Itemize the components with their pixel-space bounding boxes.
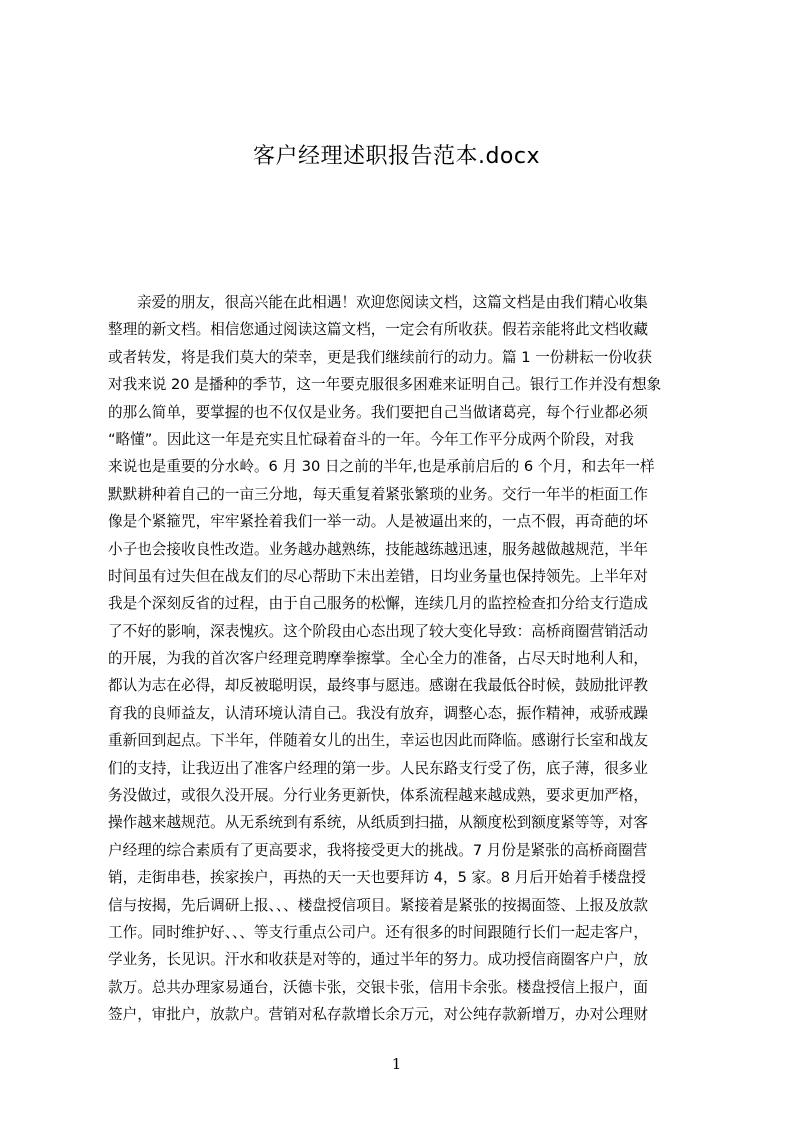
- body-line: “略懂”。因此这一年是充实且忙碌着奋斗的一年。今年工作平分成两个阶段，对我: [108, 430, 634, 448]
- body-line: 的那么简单，要掌握的也不仅仅是业务。我们要把自己当做诸葛亮，每个行业都必须: [108, 403, 648, 421]
- body-line: 育我的良师益友，认清环境认清自己。我没有放弃，调整心态，振作精神，戒骄戒躁: [108, 704, 648, 722]
- body-line: 默默耕种着自己的一亩三分地，每天重复着紧张繁琐的业务。交行一年半的柜面工作: [108, 485, 648, 503]
- body-line: 工作。同时维护好、、、等支行重点公司户。还有很多的时间跟随行长们一起走客户，: [108, 923, 648, 941]
- body-line: 我是个深刻反省的过程，由于自己服务的松懈，连续几月的监控检查扣分给支行造成: [108, 595, 648, 613]
- body-line: 整理的新文档。相信您通过阅读这篇文档，一定会有所收获。假若亲能将此文档收藏: [108, 321, 648, 339]
- document-body: [108, 289, 697, 1059]
- body-line: 签户，审批户，放款户。营销对私存款增长余万元，对公纯存款新增万，办对公理财: [108, 1006, 648, 1024]
- body-line: 们的支持，让我迈出了准客户经理的第一步。人民东路支行受了伤，底子薄，很多业: [108, 759, 648, 777]
- body-line: 的开展，为我的首次客户经理竞聘摩拳擦掌。全心全力的准备，占尽天时地利人和，: [108, 650, 648, 668]
- body-line: 亲爱的朋友，很高兴能在此相遇！欢迎您阅读文档，这篇文档是由我们精心收集: [137, 294, 648, 311]
- body-line: 操作越来越规范。从无系统到有系统，从纸质到扫描，从额度松到额度紧等等，对客: [108, 814, 648, 832]
- body-line: 或者转发，将是我们莫大的荣幸，更是我们继续前行的动力。篇 1 一份耕耘一份收获: [108, 348, 652, 366]
- page-number: 1: [391, 1055, 402, 1073]
- body-line: 学业务，长见识。汗水和收获是对等的，通过半年的努力。成功授信商圈客户户，放: [108, 951, 648, 969]
- body-line: 务没做过，或很久没开展。分行业务更新快，体系流程越来越成熟，要求更加严格，: [108, 787, 648, 805]
- body-line: 来说也是重要的分水岭。6 月 30 日之前的半年,也是承前启后的 6 个月，和去年一样: [108, 458, 655, 476]
- document-title: 客户经理述职报告范本.docx: [252, 144, 541, 169]
- body-line: 了不好的影响，深表愧疚。这个阶段由心态出现了较大变化导致：高桥商圈营销活动: [108, 622, 648, 640]
- body-line: 销，走街串巷，挨家挨户，再热的天一天也要拜访 4，5 家。8 月后开始着手楼盘授: [108, 869, 646, 887]
- body-line: 都认为志在必得，却反被聪明误，最终事与愿违。感谢在我最低谷时候，鼓励批评教: [108, 677, 648, 695]
- body-line: 重新回到起点。下半年，伴随着女儿的出生，幸运也因此而降临。感谢行长室和战友: [108, 732, 648, 750]
- body-line: 时间虽有过失但在战友们的尽心帮助下未出差错，日均业务量也保持领先。上半年对: [108, 567, 648, 585]
- body-line: 对我来说 20 是播种的季节，这一年要克服很多困难来证明自己。银行工作并没有想象: [108, 376, 662, 394]
- body-line: 像是个紧箍咒，牢牢紧拴着我们一举一动。人是被逼出来的，一点不假，再奇葩的坏: [108, 513, 648, 531]
- body-line: 户经理的综合素质有了更高要求，我将接受更大的挑战。7 月份是紧张的高桥商圈营: [108, 841, 648, 859]
- body-line: 小子也会接收良性改造。业务越办越熟练，技能越练越迅速，服务越做越规范，半年: [108, 540, 648, 558]
- body-line: 款万。总共办理家易通台，沃德卡张，交银卡张，信用卡余张。楼盘授信上报户，面: [108, 978, 648, 996]
- body-line: 信与按揭，先后调研上报、、、楼盘授信项目。紧接着是紧张的按揭面签、上报及放款: [108, 896, 648, 914]
